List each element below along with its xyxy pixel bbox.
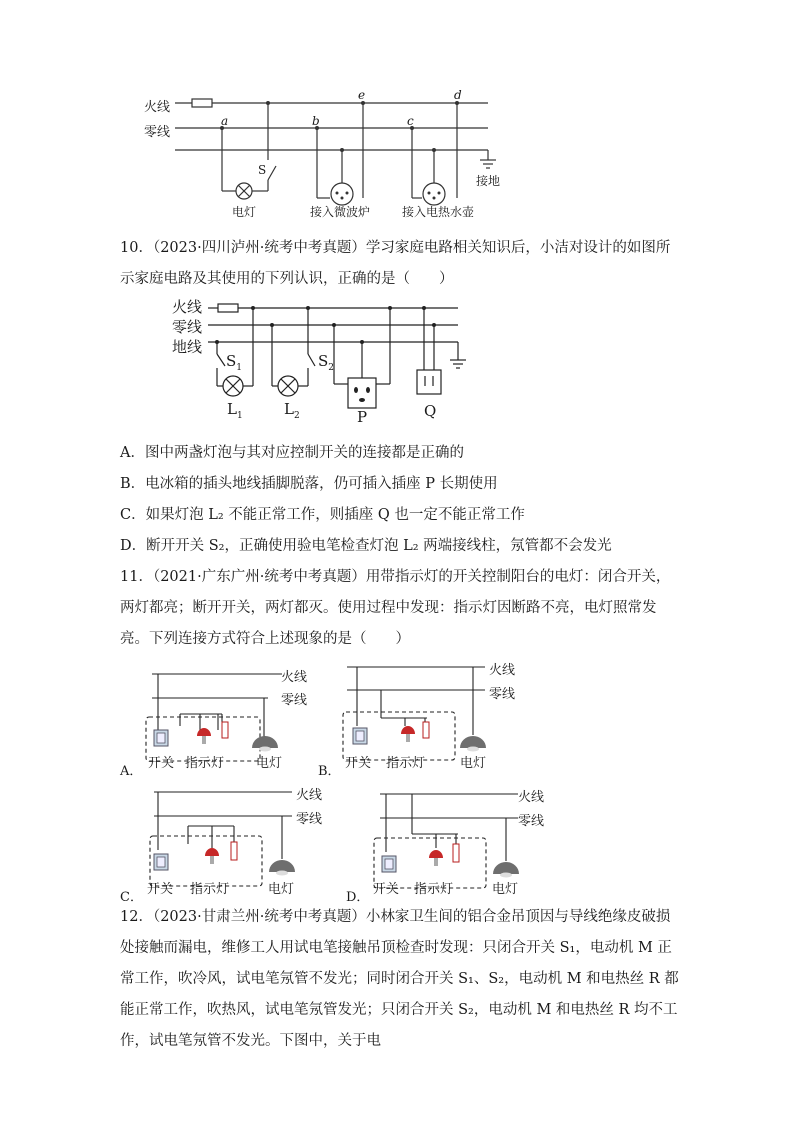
indicator-label: 指示灯 — [190, 882, 230, 897]
switch-label: 开关 — [147, 882, 174, 897]
switch-label: 开关 — [373, 882, 400, 897]
q10-neutral-label: 零线 — [172, 318, 203, 336]
kettle-label: 接入电热水壶 — [402, 205, 475, 219]
indicator-label: 指示灯 — [185, 756, 225, 771]
point-b: b — [312, 114, 320, 128]
indicator-label: 指示灯 — [414, 882, 454, 897]
question-12-stem: 12．（2023·甘肃兰州·统考中考真题）小林家卫生间的铝合金吊顶因与导线绝缘皮破损处接触而漏电，维修工人用试电笔接触吊顶检查时发现：只闭合开关 S₁，电动机 M 正常工作，吹冷风，试电笔氖管不发光；同时闭合开关 S₁、S₂，电动机 M 和电热丝 R 都能正常工作，吹热风，试电笔氖管发光；只闭合开关 S₂，电动机 M 和电热丝 R 均不工作，试电笔氖管不发光。下图中，关于电 — [120, 909, 679, 1049]
switch-label: 开关 — [345, 756, 372, 771]
q10-option-a: A．图中两盏灯泡与其对应控制开关的连接都是正确的 — [120, 445, 464, 461]
label-s2: $S_2$ — [318, 352, 335, 373]
microwave-label: 接入微波炉 — [310, 205, 371, 219]
switch-s-label: S — [258, 163, 267, 177]
q10-option-d: D．断开开关 S₂，正确使用验电笔检查灯泡 L₂ 两端接线柱，氖管都不会发光 — [120, 538, 612, 554]
label-s1: $S_1$ — [226, 352, 243, 373]
option-d-label[interactable]: D． — [346, 890, 370, 905]
point-e: e — [358, 88, 366, 102]
q10-option-c: C．如果灯泡 L₂ 不能正常工作，则插座 Q 也一定不能正常工作 — [120, 507, 525, 523]
live-label: 火线 — [518, 790, 545, 805]
lamp-label: 电灯 — [492, 882, 519, 897]
q10-ground-label: 地线 — [172, 338, 203, 356]
option-b-label[interactable]: B． — [318, 764, 341, 779]
neutral-label: 零线 — [489, 687, 516, 702]
label-q: Q — [424, 402, 437, 420]
lamp-label: 电灯 — [256, 756, 283, 771]
q10-option-b: B．电冰箱的插头地线插脚脱落，仍可插入插座 P 长期使用 — [120, 476, 498, 492]
live-label: 火线 — [281, 670, 308, 685]
point-a: a — [221, 114, 229, 128]
live-label: 火线 — [489, 663, 516, 678]
option-a-label[interactable]: A． — [120, 764, 143, 779]
live-label: 火线 — [144, 100, 171, 115]
indicator-label: 指示灯 — [386, 756, 426, 771]
switch-label: 开关 — [148, 756, 175, 771]
option-c-label[interactable]: C． — [120, 890, 143, 905]
q10-live-label: 火线 — [172, 298, 203, 316]
neutral-label: 零线 — [518, 814, 545, 829]
question-10-stem: 10．（2023·四川泸州·统考中考真题）学习家庭电路相关知识后，小洁对设计的如图所示家庭电路及其使用的下列认识，正确的是（ ） — [120, 240, 671, 287]
lamp-label: 电灯 — [232, 205, 257, 219]
label-l2: $L_2$ — [284, 400, 300, 421]
neutral-label: 零线 — [144, 125, 171, 140]
lamp-label: 电灯 — [460, 756, 487, 771]
neutral-label: 零线 — [281, 693, 308, 708]
point-d: d — [454, 88, 462, 102]
label-p: P — [357, 408, 368, 426]
live-label: 火线 — [296, 788, 323, 803]
ground-label: 接地 — [476, 174, 501, 188]
lamp-label: 电灯 — [268, 882, 295, 897]
label-l1: $L_1$ — [227, 400, 243, 421]
question-11-stem: 11．（2021·广东广州·统考中考真题）用带指示灯的开关控制阳台的电灯：闭合开关，两灯都亮；断开开关，两灯都灭。使用过程中发现：指示灯因断路不亮，电灯照常发亮。下列连接方式符合上述现象的是（ ） — [120, 569, 671, 647]
point-c: c — [407, 114, 414, 128]
neutral-label: 零线 — [296, 812, 323, 827]
